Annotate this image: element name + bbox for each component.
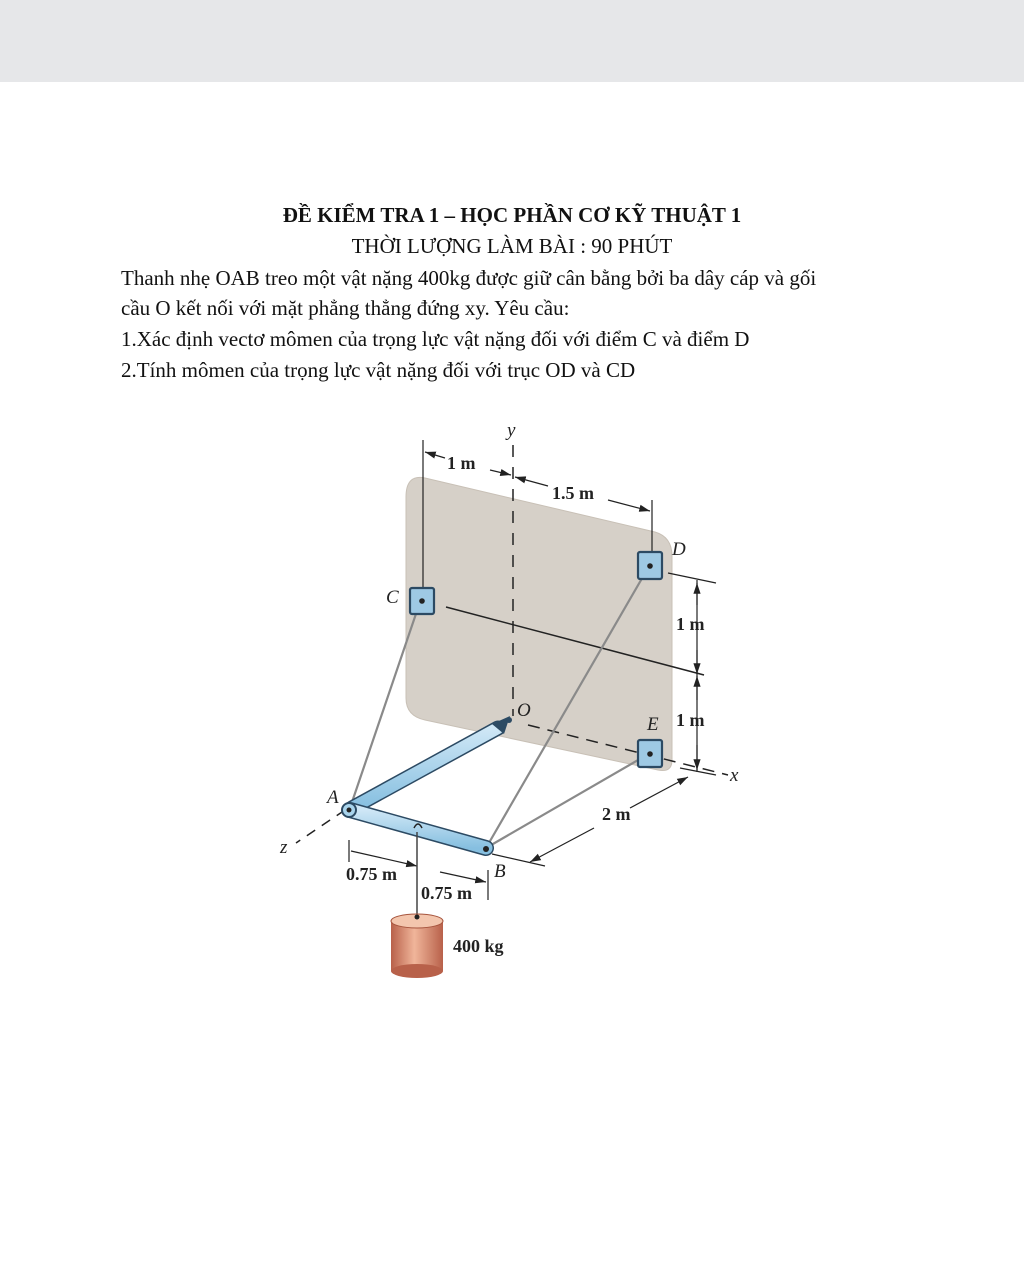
axis-label-x: x [730,765,739,786]
dim-2m-line-upper [630,777,688,808]
dim-label-1m-top: 1 m [447,453,476,473]
dim-1m-arrow-right [490,470,511,475]
dim-label-1-5m: 1.5 m [552,483,594,503]
point-label-E: E [647,714,659,735]
joint-B [483,846,489,852]
mass-label: 400 kg [453,936,504,956]
rod-AB-fill [350,810,486,848]
dim-label-0-75m-right: 0.75 m [421,883,472,903]
point-label-B: B [494,861,506,882]
weight-400kg [391,914,443,978]
axis-label-y: y [507,420,516,441]
dim-right-tick-bottom [680,768,716,775]
bracket-E [638,740,662,767]
question-1: 1.Xác định vectơ mômen của trọng lực vật nặng đối với điểm C và điểm D [121,327,750,351]
problem-text-line-1: Thanh nhẹ OAB treo một vật nặng 400kg được giữ cân bằng bởi ba dây cáp và gối [121,266,817,290]
dim-1-5m-arrow-left [515,477,548,486]
dim-label-2m: 2 m [602,804,631,824]
dim-rod-line-2 [440,872,486,882]
bracket-D [638,552,662,579]
problem-text-line-2: cầu O kết nối với mặt phẳng thẳng đứng xy. Yêu cầu: [121,296,570,320]
dim-label-0-75m-left: 0.75 m [346,864,397,884]
joint-O-dot [506,717,512,723]
point-label-A: A [327,787,339,808]
dim-1-5m-arrow-right [608,500,650,511]
axis-label-z: z [280,837,288,858]
z-axis [296,810,345,843]
question-2: 2.Tính mômen của trọng lực vật nặng đối với trục OD và CD [121,358,636,382]
dim-right-tick-top [668,573,716,583]
bracket-C [410,588,434,614]
point-label-C: C [386,587,399,608]
exam-title: ĐỀ KIỂM TRA 1 – HỌC PHẦN CƠ KỸ THUẬT 1 [282,203,742,227]
exam-duration: THỜI LƯỢNG LÀM BÀI : 90 PHÚT [351,234,673,258]
dim-label-1m-right-lower: 1 m [676,710,705,730]
cable-BE [486,756,645,848]
point-label-D: D [672,539,686,560]
joint-A-dot [347,808,352,813]
dim-label-1m-right-upper: 1 m [676,614,705,634]
vertical-wall-plane [406,477,672,770]
point-label-O: O [517,700,531,721]
dim-1m-arrow [425,452,445,458]
dim-2m-line-lower [530,828,594,862]
